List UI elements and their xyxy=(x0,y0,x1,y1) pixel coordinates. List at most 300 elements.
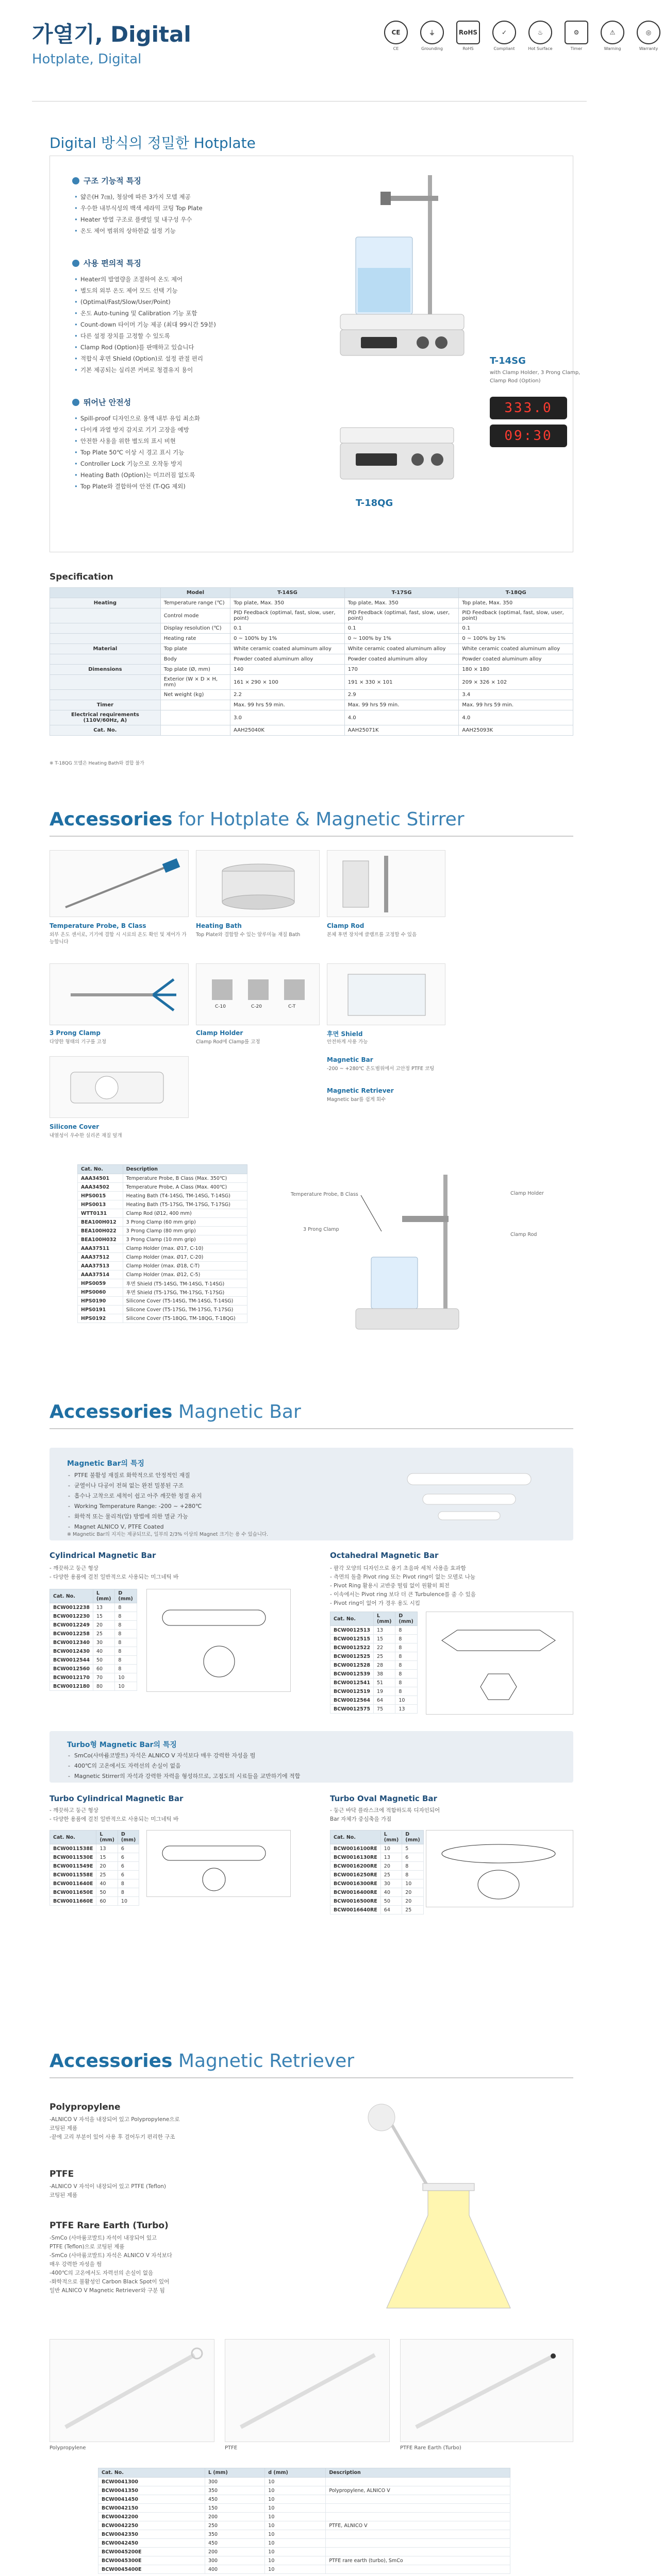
table-cell: 13 xyxy=(373,1626,395,1635)
cylindrical-bar-title: Cylindrical Magnetic Bar xyxy=(49,1551,156,1560)
table-row xyxy=(78,1314,247,1323)
table-cell: 13 xyxy=(96,1844,118,1853)
badge-caption: Warranty xyxy=(639,46,658,51)
feature-group-safety xyxy=(72,397,304,492)
table-cell: BCW0012539 xyxy=(330,1670,374,1679)
table-cell: Max. 99 hrs 59 min. xyxy=(230,700,345,710)
table-cell: 140 xyxy=(230,665,345,675)
description-line: 일반 ALNICO V Magnetic Retriever와 구분 됨 xyxy=(49,2287,165,2294)
table-row xyxy=(78,1192,247,1200)
table-cell: Material xyxy=(50,644,161,654)
certification-badge xyxy=(454,21,483,51)
table-row xyxy=(98,2556,510,2565)
table-header-cell xyxy=(50,588,161,598)
certification-badge xyxy=(634,21,663,51)
list-item: • 다른 설정 장치를 고정할 수 있도록 xyxy=(72,330,304,342)
table-cell: Clamp Holder (max. Ø12, C-5) xyxy=(123,1270,247,1279)
list-item: • 기본 제공되는 실리콘 커버로 청결유지 용이 xyxy=(72,364,304,376)
table-row xyxy=(98,2539,510,2548)
table-cell: BCW0016640RE xyxy=(330,1906,381,1914)
table-cell: BCW0012340 xyxy=(50,1638,93,1647)
retriever-turbo-image xyxy=(400,2339,573,2442)
table-cell: 51 xyxy=(373,1679,395,1687)
table-cell: 2.2 xyxy=(230,690,345,700)
turbo-cylindrical-desc-2: - 다양한 용품에 걸친 일반적으로 사용되는 미그네틱 바 xyxy=(49,1816,179,1822)
table-cell: BCW0016100RE xyxy=(330,1844,381,1853)
table-cell: PTFE, ALNICO V xyxy=(326,2521,510,2530)
table-row xyxy=(50,1871,139,1879)
certification-badge xyxy=(562,21,591,51)
table-cell: BCW0016200RE xyxy=(330,1862,381,1871)
table-cell: 8 xyxy=(395,1661,418,1670)
octahedral-bar-title: Octahedral Magnetic Bar xyxy=(330,1551,439,1560)
table-cell: PTFE rare earth (turbo), SmCo xyxy=(326,2556,510,2565)
accessory-caption: 3 Prong Clamp xyxy=(49,1029,101,1037)
table-cell: 25 xyxy=(93,1630,114,1638)
table-cell: 5 xyxy=(402,1844,423,1853)
table-cell: BCW0012249 xyxy=(50,1621,93,1630)
table-row xyxy=(330,1879,424,1888)
table-row xyxy=(330,1652,418,1661)
table-cell: 80 xyxy=(93,1682,114,1691)
table-cell: 8 xyxy=(395,1679,418,1687)
table-cell: 400 xyxy=(205,2565,264,2574)
description-line: - 팔각 모양의 디자인으로 용기 초음파 세척 사용을 효과함 xyxy=(330,1565,466,1571)
table-cell: 10 xyxy=(265,2478,326,2486)
table-cell: BCW0041300 xyxy=(98,2478,205,2486)
table-cell: BCW0012564 xyxy=(330,1696,374,1705)
certification-badges xyxy=(382,21,663,51)
retriever-type-title: Polypropylene xyxy=(49,2102,121,2112)
description-line: -화학적으로 불활성인 Carbon Black Spot이 있어 xyxy=(49,2279,170,2285)
table-row xyxy=(78,1279,247,1288)
table-cell: Heating xyxy=(50,598,161,608)
table-cell: BCW0016500RE xyxy=(330,1897,381,1906)
table-cell: 15 xyxy=(373,1635,395,1643)
model-note-1: with Clamp Holder, 3 Prong Clamp, xyxy=(490,370,581,376)
table-row xyxy=(78,1244,247,1253)
table-cell: BCW0012575 xyxy=(330,1705,374,1714)
bullet-dot-icon xyxy=(72,260,79,267)
description-line: -ALNICO V 자석이 내장되어 있고 PTFE (Teflon) xyxy=(49,2183,167,2190)
table-row xyxy=(98,2513,510,2521)
badge-icon: ♨ xyxy=(528,21,552,44)
table-cell: 8 xyxy=(115,1665,137,1673)
octahedral-bar-desc xyxy=(330,1564,577,1608)
octahedral-bar-table xyxy=(330,1612,418,1714)
retriever-table xyxy=(98,2468,510,2574)
table-header-cell: L (mm) xyxy=(93,1589,114,1603)
three-prong-clamp-image xyxy=(49,963,189,1025)
table-cell: 10 xyxy=(265,2521,326,2530)
table-cell: 6 xyxy=(118,1862,139,1871)
table-cell: 10 xyxy=(265,2565,326,2574)
table-row xyxy=(78,1297,247,1306)
table-cell: Temperature Probe, B Class (Max. 350℃) xyxy=(123,1174,247,1183)
model-name-t18qg: T-18QG xyxy=(356,498,393,509)
features-note: ※ Magnetic Bar의 지지는 제공되므로, 일부의 2/3% 이상의 Magnet 크기는 용 수 있습니다. xyxy=(67,1532,269,1537)
table-row xyxy=(98,2504,510,2513)
table-cell: BCW0042150 xyxy=(98,2504,205,2513)
table-cell: BCW0012513 xyxy=(330,1626,374,1635)
table-cell: Clamp Rod (Ø12, 400 mm) xyxy=(123,1209,247,1218)
table-row xyxy=(78,1253,247,1262)
table-row xyxy=(50,1879,139,1888)
table-cell: HPS0015 xyxy=(78,1192,123,1200)
table-row xyxy=(330,1871,424,1879)
table-cell: Max. 99 hrs 59 min. xyxy=(459,700,573,710)
table-row xyxy=(50,644,573,654)
table-cell: 40 xyxy=(380,1888,402,1897)
table-cell: BCW0011530E xyxy=(50,1853,96,1862)
description-line: - Pivot ring이 없어 가 경우 용도 시킴 xyxy=(330,1600,420,1606)
accessory-description: Top Plate와 결합할 수 있는 알루미늄 재질 Bath xyxy=(196,932,301,938)
spec-title: Specification xyxy=(49,572,113,582)
badge-icon: CE xyxy=(384,21,408,44)
table-cell: BCW0011549E xyxy=(50,1862,96,1871)
table-cell: 10 xyxy=(265,2513,326,2521)
table-row xyxy=(330,1844,424,1853)
table-cell: BCW0012541 xyxy=(330,1679,374,1687)
table-cell: 28 xyxy=(373,1661,395,1670)
list-item: • Controller Lock 기능으로 오작동 방지 xyxy=(72,458,304,469)
table-row xyxy=(50,598,573,608)
badge-caption: RoHS xyxy=(462,46,474,51)
table-cell: 2.9 xyxy=(344,690,459,700)
table-cell: BCW0012544 xyxy=(50,1656,93,1665)
table-row xyxy=(330,1626,418,1635)
table-cell: 0 ~ 100% by 1% xyxy=(459,634,573,644)
table-cell xyxy=(326,2504,510,2513)
table-cell: BCW0011660E xyxy=(50,1897,96,1906)
table-cell: 25 xyxy=(373,1652,395,1661)
table-row xyxy=(330,1696,418,1705)
turbo-oval-table xyxy=(330,1830,424,1914)
table-cell xyxy=(160,725,230,736)
table-cell: 38 xyxy=(373,1670,395,1679)
table-cell: Silicone Cover (T5-17SG, TM-17SG, T-17SG) xyxy=(123,1306,247,1314)
retriever-caption: PTFE xyxy=(225,2445,238,2451)
spec-table xyxy=(49,587,573,736)
list-item: - 400℃의 고온에서도 자력선의 손실이 없음 xyxy=(67,1761,531,1771)
hotplate-with-clamp-image xyxy=(320,165,485,381)
table-cell: 13 xyxy=(395,1705,418,1714)
table-row xyxy=(98,2565,510,2574)
table-header-cell: L (mm) xyxy=(205,2468,264,2478)
table-row xyxy=(78,1306,247,1314)
table-cell: Net weight (kg) xyxy=(160,690,230,700)
cylindrical-bar-drawing xyxy=(146,1589,291,1692)
section-title-magnetic-bar xyxy=(49,1401,301,1422)
table-header-cell: Description xyxy=(123,1165,247,1174)
table-row xyxy=(78,1227,247,1235)
table-row xyxy=(50,675,573,690)
table-row xyxy=(98,2486,510,2495)
table-cell xyxy=(326,2513,510,2521)
description-line: - Pivot Ring 활용시 교반중 떨림 없이 원활히 회전 xyxy=(330,1583,450,1589)
feature-list xyxy=(72,274,304,376)
table-cell: BCW0042450 xyxy=(98,2539,205,2548)
table-header-cell: Cat. No. xyxy=(50,1589,93,1603)
feature-group-heading: 사용 편의적 특징 xyxy=(84,259,141,268)
table-cell: BCW0041350 xyxy=(98,2486,205,2495)
table-row xyxy=(98,2530,510,2539)
cylindrical-bar-table xyxy=(49,1589,137,1691)
table-cell: BCW0012258 xyxy=(50,1630,93,1638)
table-cell: 20 xyxy=(93,1621,114,1630)
turbo-oval-drawing xyxy=(426,1830,573,1907)
turbo-cylindrical-drawing xyxy=(146,1830,291,1897)
table-row xyxy=(330,1635,418,1643)
feature-group-heading: 구조 기능적 특징 xyxy=(84,176,141,185)
table-row xyxy=(78,1262,247,1270)
temperature-probe-image xyxy=(49,850,189,917)
feature-group-heading: 뛰어난 안전성 xyxy=(84,398,131,407)
table-cell: 8 xyxy=(115,1656,137,1665)
table-cell: 20 xyxy=(380,1862,402,1871)
table-cell: BCW0042200 xyxy=(98,2513,205,2521)
table-cell: 75 xyxy=(373,1705,395,1714)
table-cell: White ceramic coated aluminum alloy xyxy=(230,644,345,654)
table-header-row xyxy=(50,1831,139,1844)
table-cell: 25 xyxy=(380,1871,402,1879)
table-header-cell: L (mm) xyxy=(373,1612,395,1626)
retriever-caption: PTFE Rare Earth (Turbo) xyxy=(400,2445,461,2451)
badge-caption: CE xyxy=(393,46,399,51)
table-cell: BCW0012528 xyxy=(330,1661,374,1670)
table-cell: 60 xyxy=(96,1897,118,1906)
table-cell: Electrical requirements (110V/60Hz, A) xyxy=(50,710,161,725)
table-row xyxy=(330,1670,418,1679)
feature-group-structure xyxy=(72,175,304,236)
table-cell xyxy=(50,675,161,690)
table-row xyxy=(50,1673,137,1682)
table-header-cell: Cat. No. xyxy=(330,1831,381,1844)
table-cell: 0.1 xyxy=(230,623,345,634)
table-cell xyxy=(50,623,161,634)
diagram-label: Temperature Probe, B Class xyxy=(291,1192,358,1197)
bullet-dot-icon xyxy=(72,177,79,184)
table-cell: Exterior (W × D × H, mm) xyxy=(160,675,230,690)
table-cell: BEA100H032 xyxy=(78,1235,123,1244)
features-heading: Magnetic Bar의 특징 xyxy=(67,1460,144,1468)
table-header-cell: D (mm) xyxy=(118,1831,139,1844)
table-cell: 8 xyxy=(395,1643,418,1652)
hotplate-t18qg-image xyxy=(330,412,464,495)
table-cell: 0 ~ 100% by 1% xyxy=(230,634,345,644)
table-cell: 10 xyxy=(115,1682,137,1691)
table-cell: 8 xyxy=(402,1871,423,1879)
description-line: 코팅된 제품 xyxy=(49,2125,78,2131)
retriever-polypropylene-image xyxy=(49,2339,214,2442)
accessory-caption: Clamp Holder xyxy=(196,1029,243,1037)
table-cell: 15 xyxy=(93,1612,114,1621)
table-cell: BCW0012238 xyxy=(50,1603,93,1612)
cylindrical-bar-desc-2: - 다양한 용품에 걸친 일반적으로 사용되는 미그네틱 바 xyxy=(49,1574,179,1580)
list-item: • 온도 제어 범위의 상하한값 설정 기능 xyxy=(72,225,304,236)
section-divider xyxy=(49,2077,573,2078)
table-cell: 10 xyxy=(265,2556,326,2565)
table-cell: 50 xyxy=(380,1897,402,1906)
feature-group-convenience xyxy=(72,258,304,376)
table-cell: 8 xyxy=(395,1635,418,1643)
spec-note: ※ T-18QG 모델은 Heating Bath와 결합 불가 xyxy=(49,761,144,766)
clamp-label: C-T xyxy=(288,1004,296,1009)
section-title-rest: Magnetic Retriever xyxy=(172,2050,355,2072)
certification-badge xyxy=(382,21,410,51)
diagram-label: Clamp Rod xyxy=(510,1232,537,1238)
table-cell: BCW0045200E xyxy=(98,2548,205,2556)
badge-caption: Grounding xyxy=(421,46,443,51)
table-cell: Top plate, Max. 350 xyxy=(344,598,459,608)
clamp-holder-image xyxy=(196,963,320,1025)
turbo-cylindrical-desc-1: - 깨끗하고 둥근 형상 xyxy=(49,1807,98,1814)
table-cell: AAA37514 xyxy=(78,1270,123,1279)
magnetic-bar-description: -200 ~ +280℃ 온도범위에서 고안정 PTFE 코팅 xyxy=(327,1066,435,1072)
table-header-cell: L (mm) xyxy=(96,1831,118,1844)
table-cell: Top plate xyxy=(160,644,230,654)
diagram-label: Clamp Holder xyxy=(510,1191,544,1196)
table-cell: 20 xyxy=(96,1862,118,1871)
turbo-oval-desc-2: Bar 자체가 중심축을 가짐 xyxy=(330,1816,392,1822)
badge-icon: ◎ xyxy=(637,21,660,44)
table-cell: HPS0191 xyxy=(78,1306,123,1314)
table-cell: 200 xyxy=(205,2548,264,2556)
table-cell xyxy=(326,2539,510,2548)
certification-badge xyxy=(490,21,519,51)
table-cell: BCW0045400E xyxy=(98,2565,205,2574)
table-row xyxy=(78,1270,247,1279)
table-cell: 20 xyxy=(402,1888,423,1897)
cylindrical-bar-desc-1: - 깨끗하고 둥근 형상 xyxy=(49,1565,98,1571)
table-cell: Top plate, Max. 350 xyxy=(459,598,573,608)
table-cell: 10 xyxy=(265,2530,326,2539)
list-item: • Count-down 타이머 기능 제공 (최대 99시간 59분) xyxy=(72,319,304,330)
badge-icon: ✓ xyxy=(492,21,516,44)
table-cell xyxy=(160,710,230,725)
table-cell: 25 xyxy=(402,1906,423,1914)
page-title: 가열기, Digital xyxy=(32,22,191,47)
section-title-bold: Accessories xyxy=(49,809,173,830)
retriever-type-desc xyxy=(49,2234,287,2295)
retriever-type-title: PTFE Rare Earth (Turbo) xyxy=(49,2221,169,2231)
list-item: • Spill-proof 디자인으로 용액 내부 유입 최소화 xyxy=(72,413,304,424)
table-cell: 64 xyxy=(373,1696,395,1705)
accessory-description: 다양한 형태의 기구를 고정 xyxy=(49,1039,107,1045)
list-item: • Top Plate 50℃ 이상 시 경고 표시 기능 xyxy=(72,447,304,458)
table-cell: BCW0016300RE xyxy=(330,1879,381,1888)
page-header xyxy=(0,0,658,108)
table-cell: Top plate, Max. 350 xyxy=(230,598,345,608)
list-item: • Top Plate와 결합하여 안전 (T-QG 제외) xyxy=(72,481,304,492)
clamp-rod-image xyxy=(327,850,445,917)
table-cell xyxy=(326,2548,510,2556)
table-cell: 8 xyxy=(395,1670,418,1679)
table-row xyxy=(50,1647,137,1656)
table-cell: HPS0060 xyxy=(78,1288,123,1297)
list-item: - 균열이나 다공이 전혀 없는 완전 밀봉된 구조 xyxy=(67,1481,356,1491)
table-cell: BCW0011558E xyxy=(50,1871,96,1879)
table-cell: Heating rate xyxy=(160,634,230,644)
table-row xyxy=(50,665,573,675)
table-cell: 64 xyxy=(380,1906,402,1914)
table-cell: 0.1 xyxy=(459,623,573,634)
table-cell: 10 xyxy=(265,2548,326,2556)
table-header-cell: D (mm) xyxy=(115,1589,137,1603)
description-line: -ALNICO V 자석을 내장되어 있고 Polypropylene으로 xyxy=(49,2116,180,2123)
table-cell: 8 xyxy=(115,1630,137,1638)
table-cell: 40 xyxy=(96,1879,118,1888)
badge-caption: Warning xyxy=(604,46,621,51)
table-cell: White ceramic coated aluminum alloy xyxy=(459,644,573,654)
table-header-cell: Cat. No. xyxy=(78,1165,123,1174)
table-cell xyxy=(50,634,161,644)
list-item: • 적합식 후면 Shield (Option)로 설정 관절 편리 xyxy=(72,353,304,364)
table-cell: AAH25093K xyxy=(459,725,573,736)
table-row xyxy=(50,623,573,634)
table-cell: HPS0190 xyxy=(78,1297,123,1306)
retriever-type-desc xyxy=(49,2182,287,2200)
table-cell: Heating Bath (T4-14SG, TM-14SG, T-14SG) xyxy=(123,1192,247,1200)
retriever-caption: Polypropylene xyxy=(49,2445,86,2451)
turbo-cylindrical-table xyxy=(49,1830,139,1906)
table-cell: 300 xyxy=(205,2556,264,2565)
bullet-dot-icon xyxy=(72,399,79,406)
list-item: • 얇은(H 7㎝), 청삼에 따른 3가지 모델 제공 xyxy=(72,191,304,202)
table-row xyxy=(78,1209,247,1218)
table-cell: Temperature Probe, A Class (Max. 400℃) xyxy=(123,1183,247,1192)
table-cell: 25 xyxy=(96,1871,118,1879)
table-row xyxy=(78,1174,247,1183)
certification-badge xyxy=(418,21,446,51)
table-header-cell: T-14SG xyxy=(230,588,345,598)
badge-icon: ⏚ xyxy=(420,21,444,44)
table-cell: 8 xyxy=(115,1621,137,1630)
table-cell: 8 xyxy=(395,1626,418,1635)
table-row xyxy=(50,1612,137,1621)
table-cell: AAA37513 xyxy=(78,1262,123,1270)
table-header-cell: D (mm) xyxy=(395,1612,418,1626)
accessory-description: 내열성이 우수한 실리콘 재질 덮개 xyxy=(49,1133,122,1139)
table-cell: Powder coated aluminum alloy xyxy=(344,654,459,665)
table-row xyxy=(50,1862,139,1871)
table-cell: WTT0131 xyxy=(78,1209,123,1218)
description-line: 매우 강력한 자성을 띔 xyxy=(49,2261,102,2267)
table-cell: 10 xyxy=(402,1879,423,1888)
table-cell: PID Feedback (optimal, fast, slow, user, point) xyxy=(344,608,459,623)
table-cell: Max. 99 hrs 59 min. xyxy=(344,700,459,710)
table-cell: 6 xyxy=(118,1844,139,1853)
section-title-rest: for Hotplate & Magnetic Stirrer xyxy=(172,809,465,830)
table-cell: Timer xyxy=(50,700,161,710)
table-cell: 8 xyxy=(402,1862,423,1871)
table-cell: BCW0012519 xyxy=(330,1687,374,1696)
table-cell: PID Feedback (optimal, fast, slow, user, point) xyxy=(459,608,573,623)
table-row xyxy=(78,1288,247,1297)
section-title-rest: Magnetic Bar xyxy=(172,1401,301,1422)
accessory-caption: Heating Bath xyxy=(196,922,242,929)
table-row xyxy=(330,1643,418,1652)
model-name-t14sg: T-14SG xyxy=(490,355,526,366)
table-header-row xyxy=(50,1589,137,1603)
table-cell: BCW0011538E xyxy=(50,1844,96,1853)
table-header-cell: L (mm) xyxy=(380,1831,402,1844)
table-header-cell: T-18QG xyxy=(459,588,573,598)
list-item: - Magnetic Stirrer의 자석과 강력한 자력을 형성하므로, 고점도의 시료들을 교반하기에 적합 xyxy=(67,1771,531,1782)
table-cell xyxy=(50,690,161,700)
section-title-accessories-hotplate xyxy=(49,809,465,830)
octahedral-bar-drawing xyxy=(426,1612,573,1715)
